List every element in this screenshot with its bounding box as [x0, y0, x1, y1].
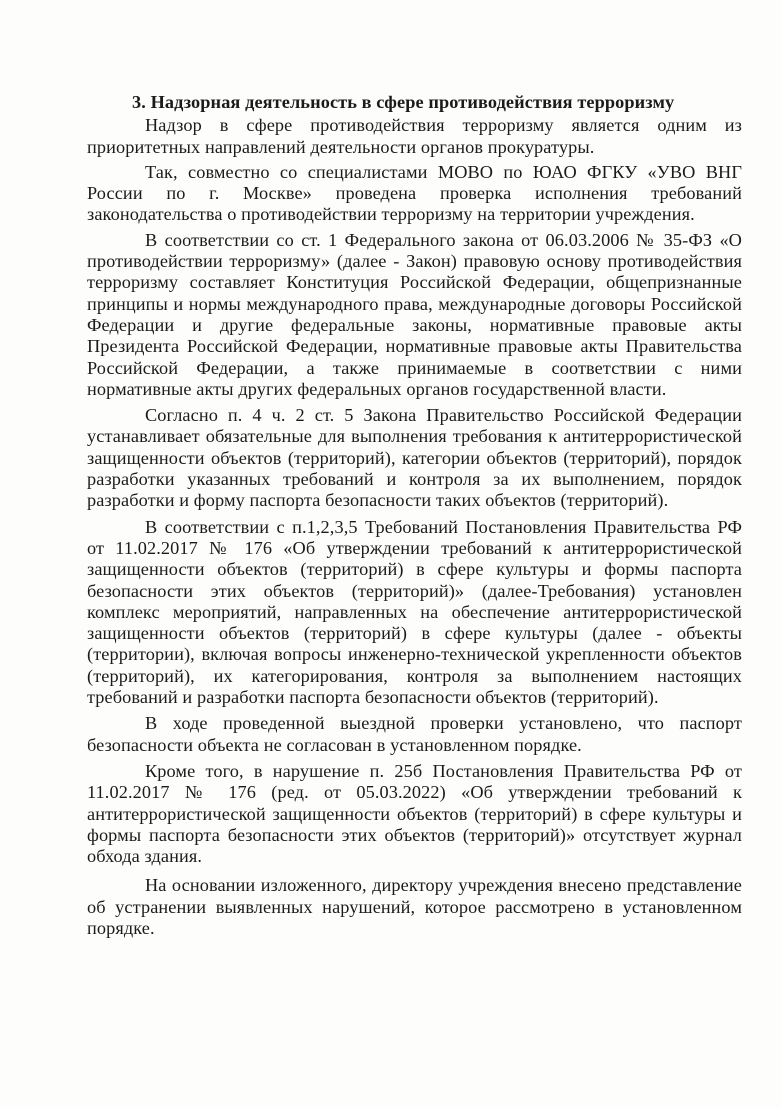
document-body — [87, 92, 742, 944]
section-heading: 3. Надзорная деятельность в сфере противодействия терроризму — [132, 92, 675, 112]
paragraph-3: В соответствии со ст. 1 Федерального закона от 06.03.2006 № 35-ФЗ «О противодействии терроризму» (далее - Закон) правовую основу противодействия терроризму составляет Конституция Российской Федерации, общепризнанные принципы и нормы международного права, международные договоры Российской Федерации и другие федеральные законы, нормативные правовые акты Президента Российской Федерации, нормативные правовые акты Правительства Российской Федерации, а также принимаемые в соответствии с ними нормативные акты других федеральных органов государственной власти. — [87, 229, 742, 399]
paragraph-2: Так, совместно со специалистами МОВО по ЮАО ФГКУ «УВО ВНГ России по г. Москве» проведена проверка исполнения требований законодательства о противодействии терроризму на территории учреждения. — [87, 161, 742, 225]
paragraph-1: Надзор в сфере противодействия терроризму является одним из приоритетных направлений деятельности органов прокуратуры. — [87, 115, 742, 157]
paragraph-6: В ходе проведенной выездной проверки установлено, что паспорт безопасности объекта не согласован в установленном порядке. — [87, 713, 742, 755]
paragraph-7: Кроме того, в нарушение п. 25б Постановления Правительства РФ от 11.02.2017 № 176 (ред. от 05.03.2022) «Об утверждении требований к антитеррористической защищенности объектов (территорий) в сфере культуры и формы паспорта безопасности этих объектов (территорий)» отсутствует журнал обхода здания. — [87, 760, 742, 867]
paragraph-8: На основании изложенного, директору учреждения внесено представление об устранении выявленных нарушений, которое рассмотрено в установленном порядке. — [87, 875, 742, 938]
paragraph-5: В соответствии с п.1,2,3,5 Требований Постановления Правительства РФ от 11.02.2017 № 176 «Об утверждении требований к антитеррористической защищенности объектов (территорий) в сфере культуры и формы паспорта безопасности этих объектов (территорий)» (далее-Требования) установлен комплекс мероприятий, направленных на обеспечение антитеррористической защищенности объектов (территорий) в сфере культуры (далее - объекты (территории), включая вопросы инженерно-технической укрепленности объектов (территорий), их категорирования, контроля за выполнением настоящих требований и разработки паспорта безопасности объектов (территорий). — [87, 516, 742, 708]
paragraph-4: Согласно п. 4 ч. 2 ст. 5 Закона Правительство Российской Федерации устанавливает обязательные для выполнения требования к антитеррористической защищенности объектов (территорий), категории объектов (территорий), порядок разработки указанных требований и контроля за их выполнением, порядок разработки и форму паспорта безопасности таких объектов (территорий). — [87, 405, 742, 511]
